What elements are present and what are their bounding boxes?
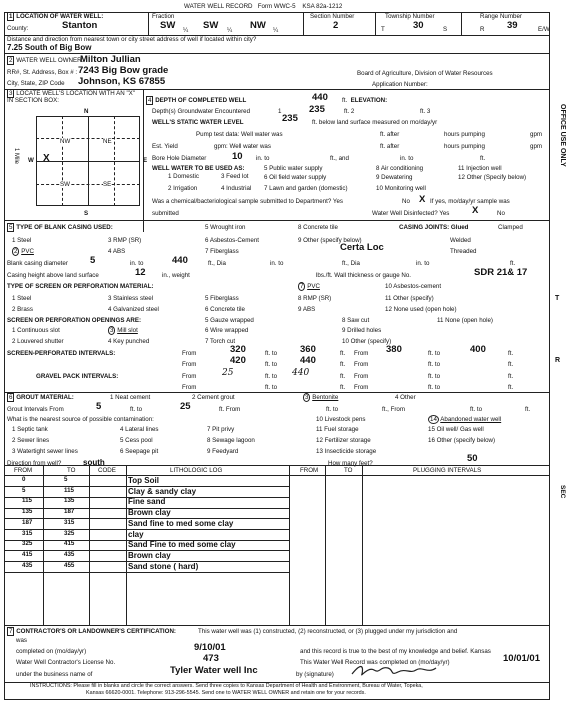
log-from: 0 <box>22 476 26 483</box>
city-value: Johnson, KS 67855 <box>78 76 166 87</box>
distance-label: Distance and direction from nearest town or city street address of well if located within city? <box>7 36 257 43</box>
log-from: 115 <box>22 497 32 505</box>
bore-diameter: 10 <box>232 151 243 162</box>
depth-value: 440 <box>312 92 328 103</box>
log-desc: Brown clay <box>128 550 171 560</box>
depth-label: DEPTH OF COMPLETED WELL <box>155 97 247 104</box>
log-from: 135 <box>22 508 33 516</box>
gravel-from: 25 <box>222 368 234 378</box>
business-name: Tyler Water well Inc <box>170 665 258 676</box>
log-desc: Clay & sandy clay <box>128 486 197 496</box>
log-to: 325 <box>64 529 75 537</box>
county-value: Stanton <box>62 20 98 31</box>
owner-label: WATER WELL OWNER: <box>16 57 84 64</box>
log-to: 435 <box>64 550 75 558</box>
screen-2-from: 380 <box>386 344 402 355</box>
signature <box>350 662 440 680</box>
distance-value: 7.25 South of Big Bow <box>7 43 92 52</box>
log-to: 5 <box>64 476 68 483</box>
contamination-direction: south <box>83 458 105 467</box>
log-desc: Brown clay <box>128 508 171 518</box>
fraction-q3: NW <box>250 20 266 31</box>
log-from: 435 <box>22 561 33 569</box>
screen-1-from: 320 <box>230 344 246 355</box>
township-label: Township Number <box>385 13 435 20</box>
form-title: WATER WELL RECORD Form WWC-5 KSA 82a-1212 <box>184 3 343 10</box>
gravel-to: 440 <box>292 368 310 378</box>
log-from: 187 <box>22 518 33 526</box>
log-desc: Fine sand <box>128 497 166 507</box>
section-value: 2 <box>333 20 339 31</box>
casing-other: Certa Loc <box>340 242 384 253</box>
range-label: Range Number <box>480 13 522 20</box>
log-to: 455 <box>64 561 75 569</box>
screen-2-to: 400 <box>470 344 486 355</box>
casing-diameter: 5 <box>90 255 96 266</box>
address-label: RR#, St. Address, Box # : <box>7 69 78 76</box>
address-value: 7243 Big Bow grade <box>78 65 169 76</box>
log-from: 5 <box>22 486 26 494</box>
log-from: 315 <box>22 529 33 537</box>
instructions-line1: INSTRUCTIONS: Please fill in blanks and circle the correct answers. Send three copies to Kansas Department of Health and Environment, Bureau of Water, Topeka, <box>30 683 423 689</box>
casing-label: TYPE OF BLANK CASING USED: <box>16 224 113 231</box>
grout-from: 5 <box>96 401 102 412</box>
log-desc: clay <box>128 529 144 539</box>
fraction-q2: SW <box>203 20 219 31</box>
certification-label: CONTRACTOR'S OR LANDOWNER'S CERTIFICATION: <box>16 628 176 635</box>
screen-3-to: 440 <box>300 355 316 366</box>
groundwater-depth: 235 <box>309 104 325 115</box>
city-label: City, State, ZIP Code <box>7 80 65 87</box>
record-date: 10/01/01 <box>503 653 540 664</box>
completed-date: 9/10/01 <box>194 642 226 653</box>
contamination-distance: 50 <box>467 453 478 464</box>
range-value: 39 <box>507 20 518 31</box>
screen-1-to: 360 <box>300 344 316 355</box>
license-number: 473 <box>203 653 219 664</box>
log-from: 325 <box>22 540 33 548</box>
county-label: County: <box>7 25 29 32</box>
log-desc: Sand Fine to med some clay <box>128 540 236 550</box>
owner-value: Milton Jullian <box>80 54 141 65</box>
well-location-mark: X <box>43 153 50 164</box>
log-to: 187 <box>64 508 75 516</box>
locate-label: LOCATE WELL'S LOCATION WITH AN "X" IN SECTION BOX: <box>7 90 135 105</box>
office-use-label: OFFICE USE ONLY <box>559 104 566 167</box>
log-desc: Sand fine to med some clay <box>128 518 234 528</box>
log-desc: Top Soil <box>128 476 159 485</box>
fraction-label: Fraction <box>152 13 175 20</box>
s1-label: LOCATION OF WATER WELL: <box>16 13 104 20</box>
static-level: 235 <box>282 113 298 124</box>
application-label: Application Number: <box>372 81 428 88</box>
screen-3-from: 420 <box>230 355 246 366</box>
log-to: 415 <box>64 540 75 548</box>
section-label: Section Number <box>310 13 355 20</box>
casing-height: 12 <box>135 267 146 278</box>
log-to: 315 <box>64 518 75 526</box>
log-desc: Sand stone ( hard) <box>128 561 199 571</box>
fraction-q1: SW <box>160 20 176 31</box>
instructions-line2: Kansas 66620-0001. Telephone: 913-296-5545. Send one to WATER WELL OWNER and retain one for your records. <box>86 690 366 696</box>
grout-to: 25 <box>180 401 191 412</box>
log-to: 115 <box>64 486 74 494</box>
log-from: 415 <box>22 550 33 558</box>
grout-label: GROUT MATERIAL: <box>16 394 74 401</box>
board-label: Board of Agriculture, Division of Water Resources <box>357 70 493 77</box>
township-value: 30 <box>413 20 424 31</box>
log-to: 135 <box>64 497 75 505</box>
wall-gauge: SDR 21& 17 <box>474 267 528 278</box>
